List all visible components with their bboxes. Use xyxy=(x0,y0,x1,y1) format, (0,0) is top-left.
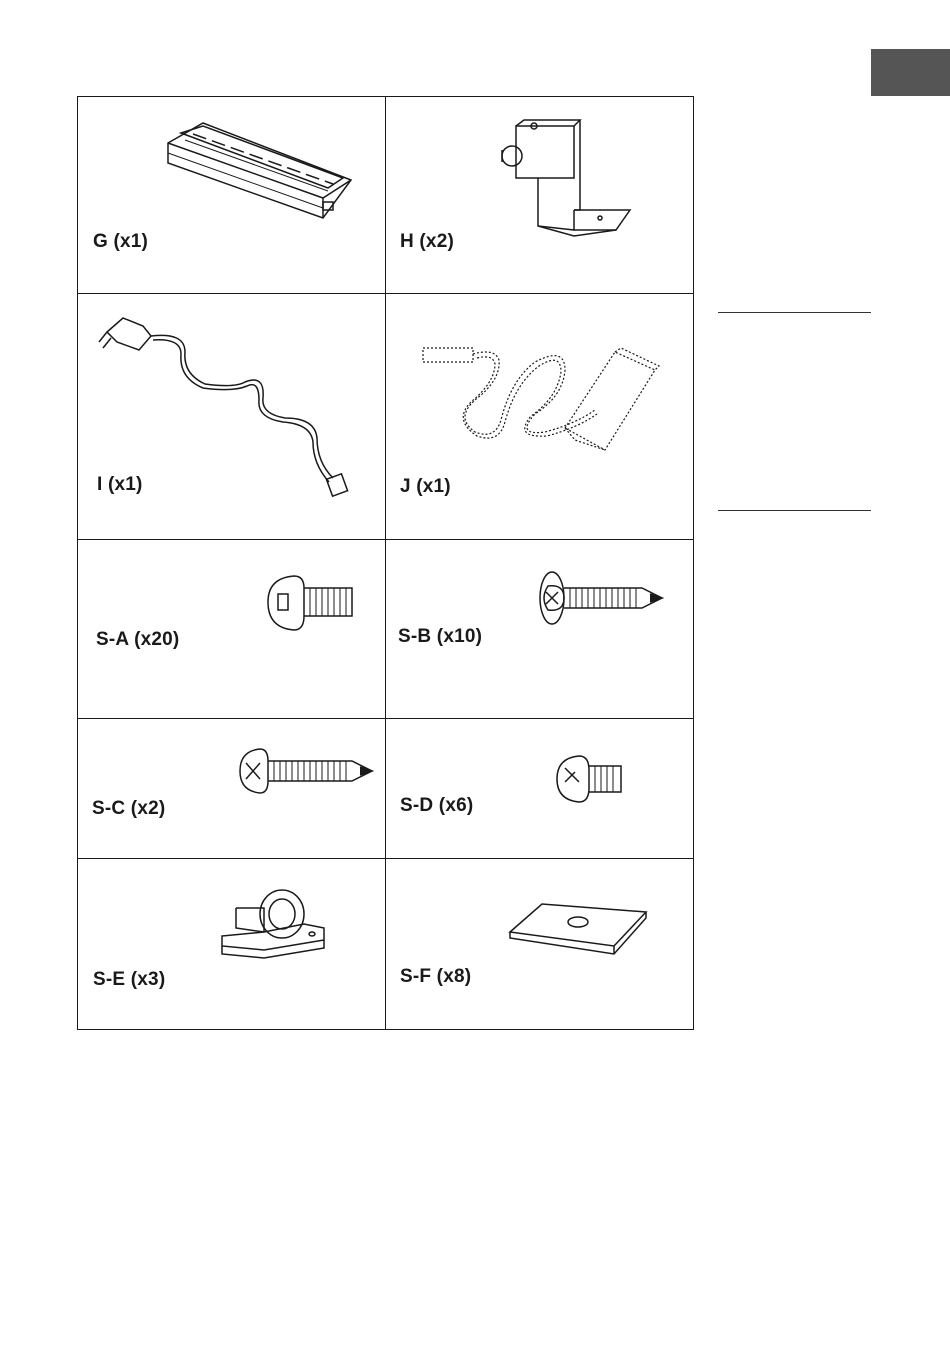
part-label: H (x2) xyxy=(400,231,454,252)
controller-box-icon xyxy=(163,118,353,228)
bracket-icon xyxy=(494,118,634,240)
part-label: S-B (x10) xyxy=(398,626,483,647)
pan-head-screw-icon xyxy=(236,745,376,797)
part-label: G (x1) xyxy=(93,231,149,252)
part-label: I (x1) xyxy=(97,474,143,495)
plate-washer-icon xyxy=(508,900,648,960)
sensor-cable-icon xyxy=(415,340,665,465)
part-label: S-F (x8) xyxy=(400,966,472,987)
side-divider-bottom xyxy=(718,510,871,511)
part-label: S-D (x6) xyxy=(400,795,474,816)
part-label: J (x1) xyxy=(400,476,451,497)
table-column-divider xyxy=(385,96,386,1030)
button-head-screw-icon xyxy=(264,572,354,634)
part-label: S-E (x3) xyxy=(93,969,166,990)
cable-clamp-icon xyxy=(218,884,330,958)
side-divider-top xyxy=(718,312,871,313)
language-tab xyxy=(871,49,950,96)
short-screw-icon xyxy=(553,752,625,806)
table-row-divider xyxy=(77,718,694,719)
part-label: S-A (x20) xyxy=(96,629,180,650)
table-row-divider xyxy=(77,858,694,859)
table-row-divider xyxy=(77,539,694,540)
table-row-divider xyxy=(77,293,694,294)
part-label: S-C (x2) xyxy=(92,798,166,819)
washer-head-screw-icon xyxy=(538,570,666,628)
